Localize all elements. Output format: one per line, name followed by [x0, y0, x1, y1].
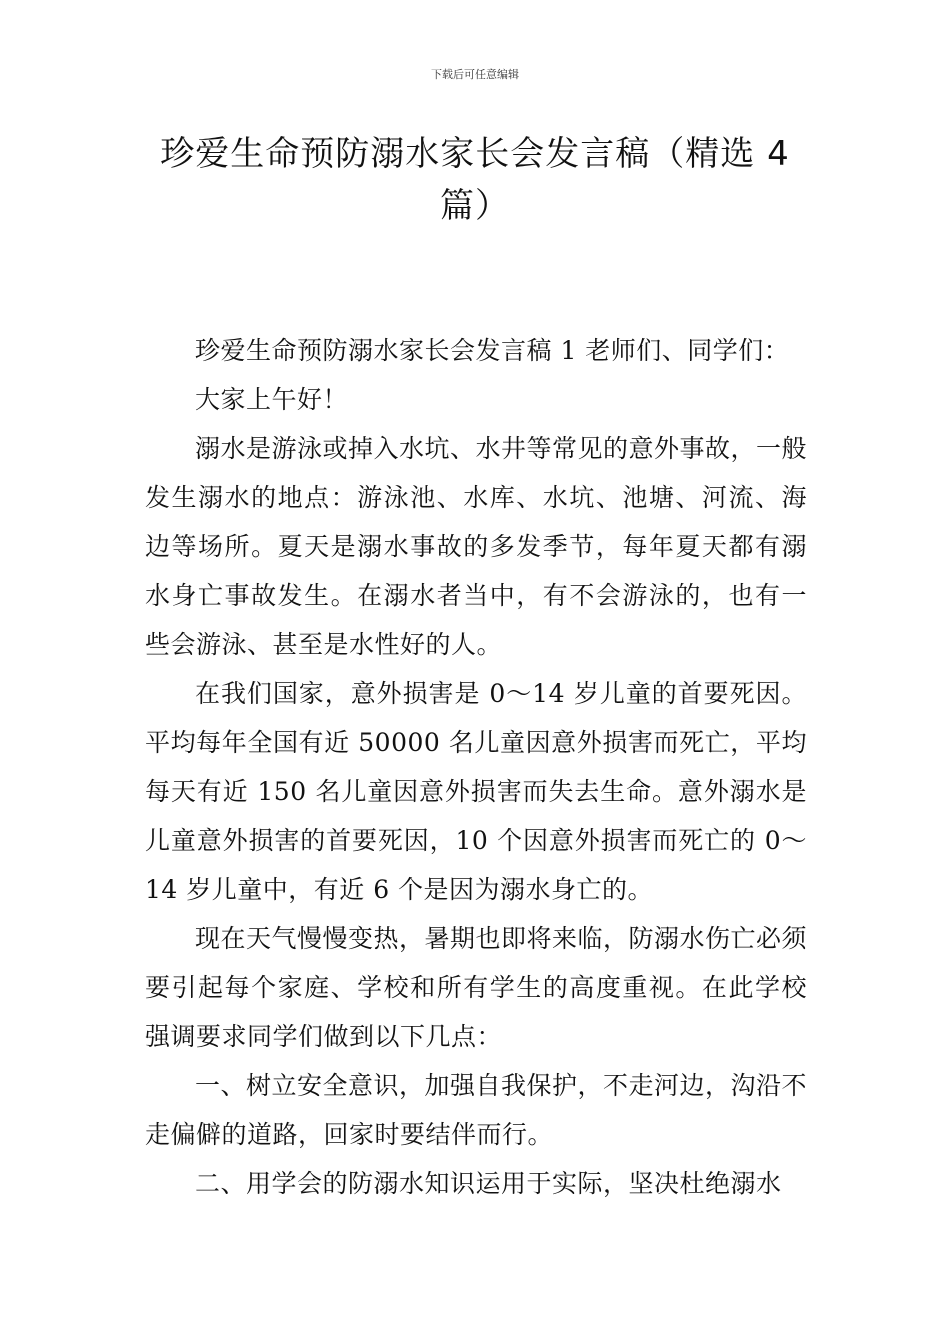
- document-title: 珍爱生命预防溺水家长会发言稿（精选 4 篇）: [160, 134, 790, 226]
- paragraph-3: 溺水是游泳或掉入水坑、水井等常见的意外事故，一般发生溺水的地点：游泳池、水库、水坑、池塘、河流、海边等场所。夏天是溺水事故的多发季节，每年夏天都有溺水身亡事故发生。在溺水者当中，有不会游泳的，也有一些会游泳、甚至是水性好的人。: [145, 434, 808, 659]
- header-note: 下载后可任意编辑: [431, 68, 519, 81]
- paragraph-1: 珍爱生命预防溺水家长会发言稿 1 老师们、同学们：: [195, 336, 790, 365]
- paragraph-6: 一、树立安全意识，加强自我保护，不走河边，沟沿不走偏僻的道路，回家时要结伴而行。: [145, 1071, 808, 1149]
- paragraph-7: 二、用学会的防溺水知识运用于实际，坚决杜绝溺水: [195, 1169, 782, 1198]
- paragraph-5: 现在天气慢慢变热，暑期也即将来临，防溺水伤亡必须要引起每个家庭、学校和所有学生的高度重视。在此学校强调要求同学们做到以下几点：: [145, 924, 808, 1051]
- document-body: [145, 326, 807, 1208]
- paragraph-2: 大家上午好！: [195, 385, 349, 414]
- paragraph-4: 在我们国家，意外损害是 0～14 岁儿童的首要死因。平均每年全国有近 50000 名儿童因意外损害而死亡，平均每天有近 150 名儿童因意外损害而失去生命。意外溺水是儿童意外损害的首要死因，10 个因意外损害而死亡的 0～14 岁儿童中，有近 6 个是因为溺水身亡的。: [145, 679, 807, 904]
